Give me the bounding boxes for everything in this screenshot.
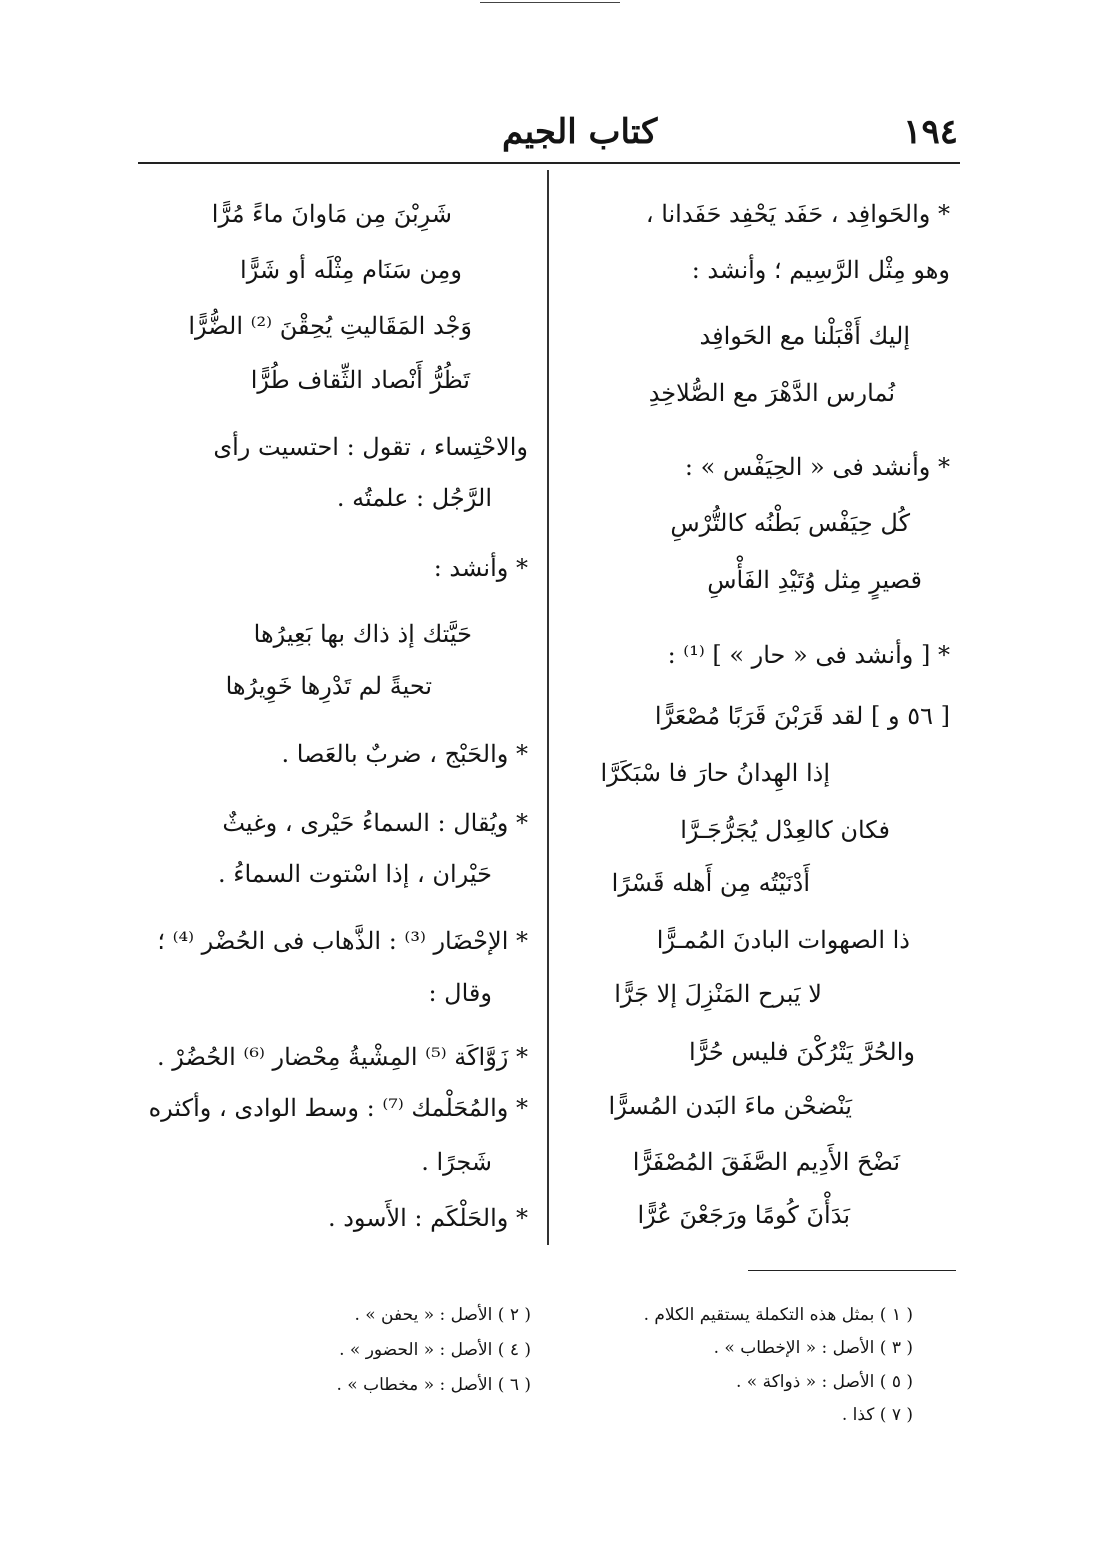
footnote: ( ١ ) بمثل هذه التكملة يستقيم الكلام . [643, 1305, 913, 1325]
verse-line: تحيةً لم تَدْرِها خَوِيرُها [225, 672, 432, 700]
verse-line: والحُرَّ يَتْرُكْنَ فليس حُرًّا [688, 1038, 915, 1066]
footnote: ( ٦ ) الأصل : « مخطاب » . [336, 1375, 531, 1395]
footnote: ( ٢ ) الأصل : « يحفن » . [354, 1305, 531, 1325]
text-line: * والحَلْكَم : الأَسود . [327, 1204, 528, 1232]
text-line: * [ وأنشد فى « حار » ] ⁽¹⁾ : [667, 641, 950, 669]
verse-line: أَدْنَيْتُه مِن أَهله قَسْرًا [611, 869, 810, 897]
footnote: ( ٤ ) الأصل : « الحضور » . [339, 1340, 531, 1360]
verse-line: بَدَأْنَ كُومًا ورَجَعْنَ عُرًّا [637, 1201, 850, 1229]
footnote-rule [748, 1270, 956, 1271]
verse-line: كُل حِيَفْس بَطْنُه كالتُّرْسِ [670, 509, 910, 537]
footnote: ( ٥ ) الأصل : « ذواكة » . [735, 1372, 913, 1392]
text-line: * الإحْضَار ⁽³⁾ : الذَّهاب فى الحُضْر ⁽⁴⁾ ؛ [157, 927, 528, 955]
text-line: * وأنشد فى « الحِيَفْس » : [684, 453, 950, 481]
text-line: وهو مِثْل الرَّسِيم ؛ وأنشد : [691, 256, 950, 284]
text-line: * والمُحَلْمك ⁽⁷⁾ : وسط الوادى ، وأكثره [148, 1094, 528, 1122]
verse-line: تَظُرُّ أَنْصاد الثِّقاف طُرًّا [250, 366, 470, 394]
running-title: كتاب الجيم [502, 112, 658, 152]
footnote: ( ٣ ) الأصل : « الإخطاب » . [713, 1338, 913, 1358]
verse-line: حَيَّتك إذ ذاك بها بَعِيرُها [253, 620, 472, 648]
verse-line: نَضْحَ الأَدِيم الصَّفَقَ المُصْفَرًّا [632, 1148, 900, 1176]
text-line: والاحْتِساء ، تقول : احتسيت رأى [213, 433, 528, 461]
text-line: * والحَوافِد ، حَفَد يَحْفِد حَفَدانا ، [645, 200, 950, 228]
verse-line: يَنْضحْن ماءَ البَدن المُسرًّا [608, 1092, 852, 1120]
verse-line: إذا الهِدانُ حارَ فا سْبَكَرَّا [600, 759, 830, 787]
page-number: ١٩٤ [903, 112, 958, 152]
text-line: حَيْران ، إذا اسْتوت السماءُ . [217, 860, 492, 888]
verse-line: إليك أَقْبَلْنا مع الحَوافِد [699, 322, 910, 350]
verse-line: ذا الصهوات البادنَ المُمـرًّا [656, 926, 910, 954]
text-line: * ويُقال : السماءُ حَيْرى ، وغيثٌ [222, 809, 528, 837]
text-line: * زَوَّاكَة ⁽⁵⁾ المِشْيةُ مِحْضار ⁽⁶⁾ الحُضُرْ . [157, 1043, 528, 1071]
verse-line: وَجْد المَقَاليتِ يُحِقْنَ ⁽²⁾ الضُّرًّا [188, 312, 472, 340]
verse-line: شَرِبْنَ مِن مَاوانَ ماءً مُرًّا [211, 200, 452, 228]
verse-line: نُمارس الدَّهْرَ مع الصُّلاخِدِ [648, 379, 895, 407]
text-line: * وأنشد : [433, 554, 528, 582]
text-line: وقال : [428, 979, 492, 1007]
verse-line: لا يَبرح المَنْزِلَ إلا جَرًّا [614, 980, 822, 1008]
verse-line: قصيرٍ مِثل وُتَيْدِ الفَأْسِ [707, 566, 922, 594]
text-line: * والحَبْج ، ضربٌ بالعَصا . [281, 740, 528, 768]
column-rule [547, 170, 549, 1245]
top-hairline [480, 2, 620, 3]
verse-line: فكان كالعِدْل يُجَرُّجَـرَّا [680, 816, 890, 844]
text-line: شَجرًا . [421, 1148, 492, 1176]
verse-line: ومِن سَنَام مِثْلَه أو شَرًّا [240, 256, 462, 284]
text-line: الرَّجُل : علمتُه . [336, 484, 492, 512]
header-rule [138, 162, 960, 164]
verse-line: [ ٥٦ و ] لقد قَرَبْنَ قَرَبًا مُصْعَرًّا [654, 702, 950, 730]
footnote: ( ٧ ) كذا . [841, 1405, 913, 1425]
